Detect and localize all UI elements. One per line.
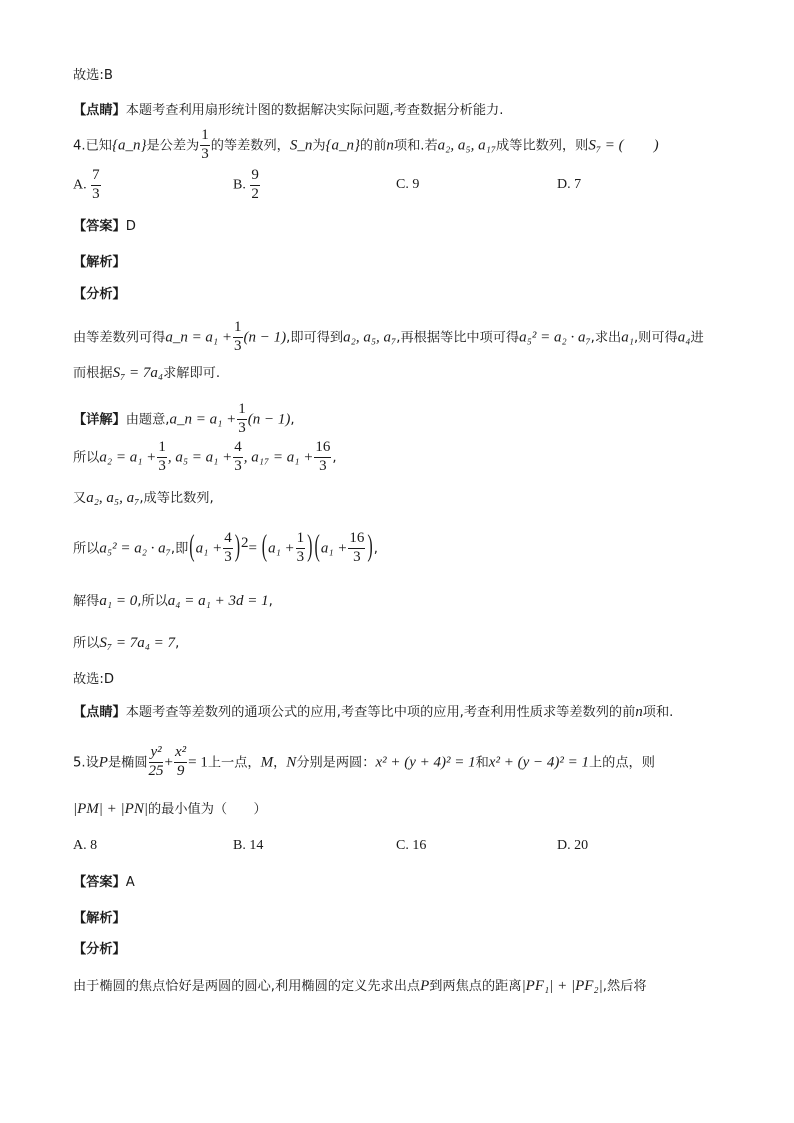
option-b: B. 14 — [233, 838, 264, 853]
detail-4-line-6: 所以S₇ = 7a₄ = 7, — [73, 635, 180, 651]
jiexi-label-4: 【解析】 — [73, 255, 126, 270]
detail-4-line-1: 【详解】由题意,a_n = a₁ + $\frac{1}{3}$ (n − 1), — [73, 401, 295, 436]
option-b: B. $\frac{9}{2}$ — [233, 167, 259, 202]
fraction: $\frac{4}{3}$ — [224, 530, 232, 565]
detail-4-line-7: 故选:D — [73, 672, 114, 687]
fraction: $\frac{16}{3}$ — [349, 530, 365, 565]
fraction: $\frac{\text{x²}}{9}$ — [174, 744, 187, 779]
answer-4: 【答案】D — [73, 219, 136, 234]
question-5: 5.设P是椭圆 $\frac{\text{y²}}{25}$ + $\frac{\text{x²}}{9}$ = 1上一点，M，N分别是两圆：x² + (y + 4)² = 1和x² + (y − 4)² = 1上的点，则 — [73, 744, 655, 779]
fraction: $\frac{1}{3}$ — [158, 439, 166, 474]
detail-4-line-4: 所以a₅² = a₂ · a₇,即(a₁ + $\frac{4}{3}$ )$^2$= (a₁ + $\frac{1}{3}$ ) (a₁ + $\frac{16}{3}$ ), — [73, 530, 378, 565]
fraction: $\frac{1}{3}$ — [234, 319, 242, 354]
fenxi-label-4: 【分析】 — [73, 287, 126, 302]
analysis-4-line-2: 而根据S₇ = 7a₄求解即可. — [73, 365, 221, 381]
detail-4-line-3: 又a₂, a₅, a₇,成等比数列, — [73, 490, 214, 506]
question-number: 5. — [73, 755, 86, 771]
answer-5: 【答案】A — [73, 875, 135, 890]
detail-4-line-5: 解得a₁ = 0,所以a₄ = a₁ + 3d = 1, — [73, 593, 273, 609]
option-d: D. 7 — [557, 177, 582, 192]
question-number: 4. — [73, 138, 86, 154]
option-a: A. 8 — [73, 838, 98, 853]
fraction: $\frac{1}{3}$ — [201, 127, 209, 162]
comment-tag: 【点睛】 — [73, 103, 126, 118]
fraction: $\frac{1}{3}$ — [238, 401, 246, 436]
jiexi-label-5: 【解析】 — [73, 911, 126, 926]
question-5-line-2: |PM| + |PN|的最小值为（ ） — [73, 801, 267, 817]
comment-text: 本题考查利用扇形统计图的数据解决实际问题,考查数据分析能力. — [125, 103, 504, 118]
option-a: A. $\frac{7}{3}$ — [73, 167, 100, 202]
fenxi-label-5: 【分析】 — [73, 942, 126, 957]
fraction: $\frac{9}{2}$ — [251, 167, 259, 202]
question-4: 4.已知{a_n}是公差为 $\frac{1}{3}$ 的等差数列，S_n为{a_n}的前n项和.若a₂, a₅, a₁₇成等比数列，则S₇ = ( ) — [73, 127, 659, 162]
fraction: $\frac{7}{3}$ — [92, 167, 100, 202]
comment-1 — [73, 103, 503, 120]
analysis-4-line-1: 由等差数列可得a_n = a₁ + $\frac{1}{3}$ (n − 1),即可得到a₂, a₅, a₇,再根据等比中项可得a₅² = a₂ · a₇,求出a₁,则可得a₄进 — [73, 319, 704, 354]
detail-4-line-2: 所以a₂ = a₁ + $\frac{1}{3}$ , a₅ = a₁ + $\frac{4}{3}$ , a₁₇ = a₁ + $\frac{16}{3}$ , — [73, 439, 337, 474]
fraction: $\frac{\text{y²}}{25}$ — [148, 744, 164, 779]
fraction: $\frac{1}{3}$ — [296, 530, 305, 565]
option-d: D. 20 — [557, 838, 589, 853]
comment-2: 【点睛】本题考查等差数列的通项公式的应用,考查等比中项的应用,考查利用性质求等差数列的前n项和. — [73, 704, 674, 720]
option-c: C. 9 — [396, 177, 420, 192]
prev-answer: 故选:B — [73, 68, 113, 83]
fraction: $\frac{16}{3}$ — [315, 439, 331, 474]
analysis-5-line-1: 由于椭圆的焦点恰好是两圆的圆心,利用椭圆的定义先求出点P到两焦点的距离|PF₁| + |PF₂|,然后将 — [73, 978, 647, 994]
option-c: C. 16 — [396, 838, 427, 853]
fraction: $\frac{4}{3}$ — [234, 439, 242, 474]
